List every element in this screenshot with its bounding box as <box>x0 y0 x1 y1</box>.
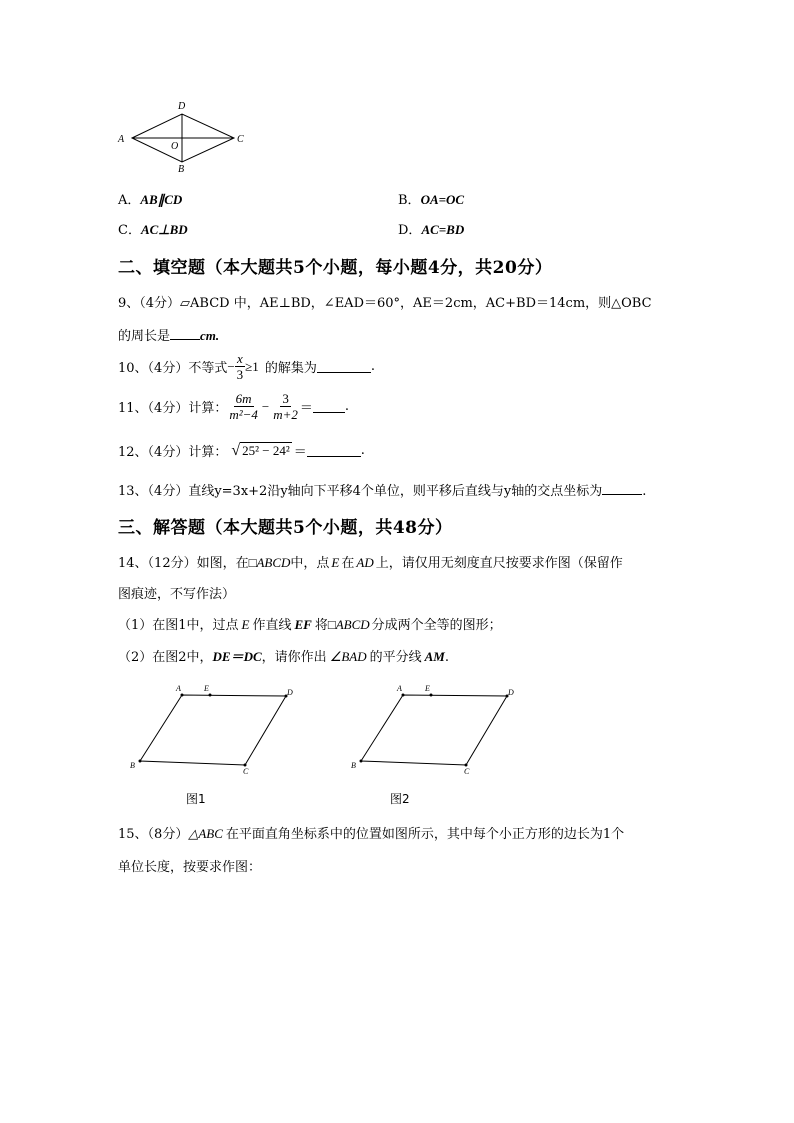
q10-fraction <box>235 351 246 382</box>
q9-line1: 9、（4分）▱ABCD 中，AE⊥BD，∠EAD＝60°，AE＝2cm，AC+BD＝14cm，则△OBC <box>118 296 652 311</box>
figure-2-caption: 图2 <box>390 792 410 806</box>
label-d-2: D <box>508 688 514 697</box>
label-e-1: E <box>204 684 209 693</box>
q14-sub1-c: 作直线 <box>252 618 292 633</box>
q14-line1-a: 14、（12分）如图，在 <box>118 556 249 571</box>
q14-line1 <box>118 552 623 571</box>
q11-answer-blank[interactable] <box>313 400 345 413</box>
q11-denominator-2: m+2 <box>273 407 298 422</box>
point-b-2 <box>360 760 363 763</box>
q11-numerator-2: 3 <box>282 391 289 406</box>
q14-sub1-f: □ABCD <box>327 617 370 632</box>
parallelogram-2-outline <box>361 695 507 765</box>
choice-d-label: D． <box>398 223 422 238</box>
point-e-1 <box>209 694 212 697</box>
section2-heading: 二、填空题（本大题共5个小题，每小题4分，共20分） <box>118 258 553 278</box>
label-b: B <box>178 164 185 175</box>
choice-b-text: OA=OC <box>420 192 465 207</box>
q14-sub2-g: . <box>444 650 450 665</box>
q9-line2-prefix: 的周长是 <box>118 329 171 344</box>
q14-line2: 图痕迹，不写作法） <box>118 587 236 602</box>
q11-prefix: 11、（4分）计算： <box>118 401 228 416</box>
q15-line1-a: 15、（8分） <box>118 827 189 842</box>
q14-sub1-a: （1）在图1中，过点 <box>118 618 239 633</box>
label-d: D <box>178 101 186 112</box>
parallelogram-figure-1 <box>124 682 304 776</box>
choice-b-label: B． <box>398 193 421 208</box>
q11-denominator-1: m²−4 <box>229 407 258 422</box>
q12-answer-blank[interactable] <box>307 444 361 457</box>
q14-sub2-f: AM <box>424 649 445 664</box>
choice-d <box>398 219 464 238</box>
q11-fraction-2 <box>271 391 300 422</box>
q14-sub1-b: E <box>241 617 250 632</box>
q15-line1 <box>118 823 624 842</box>
choice-c <box>118 219 188 238</box>
q10-denominator: 3 <box>236 367 244 382</box>
q10 <box>118 351 375 382</box>
q9-answer-blank[interactable] <box>170 327 200 340</box>
q14-sub1-e: 将 <box>314 618 328 633</box>
q10-minus: − <box>227 358 235 374</box>
q13 <box>118 480 646 499</box>
label-a-1: A <box>176 684 181 693</box>
q15-line2: 单位长度，按要求作图： <box>118 860 262 875</box>
q10-relation: ≥1 <box>245 358 259 374</box>
q11-numerator-1: 6m <box>235 391 252 406</box>
q13-answer-blank[interactable] <box>602 482 642 495</box>
q14-line1-g: 上，请仅用无刻度直尺按要求作图（保留作 <box>375 556 623 571</box>
choice-a <box>118 189 182 208</box>
q12-end: . <box>360 443 365 458</box>
q14-sub1-g: 分成两个全等的图形； <box>371 618 502 633</box>
choice-c-label: C． <box>118 223 141 238</box>
q14-sub2-e: 的平分线 <box>369 650 422 665</box>
q14-line1-c: 中，点 <box>290 556 330 571</box>
q14-sub2-c: ，请你作出 <box>261 650 327 665</box>
label-e-2: E <box>425 684 430 693</box>
q14-sub2-b: DE＝DC <box>212 649 262 664</box>
point-e-2 <box>430 694 433 697</box>
q14-line1-f: AD <box>356 555 374 570</box>
section3-heading: 三、解答题（本大题共5个小题，共48分） <box>118 518 453 538</box>
choice-a-text: AB∥CD <box>140 192 183 207</box>
q10-answer-blank[interactable] <box>317 360 371 373</box>
q14-sub2-d: ∠BAD <box>329 649 367 664</box>
q13-end: . <box>642 484 647 499</box>
q14-sub2 <box>118 646 449 665</box>
label-a-2: A <box>397 684 402 693</box>
label-a: A <box>118 134 125 145</box>
q12-radicand: 25² − 24² <box>242 443 290 458</box>
q11-minus: − <box>261 398 270 414</box>
q11-fraction-1 <box>227 391 260 422</box>
point-b-1 <box>139 760 142 763</box>
label-d-1: D <box>287 688 293 697</box>
q11 <box>118 391 349 422</box>
q14-sub1-d: EF <box>294 617 312 632</box>
q11-equals: ＝ <box>299 401 313 416</box>
q11-end: . <box>344 399 350 414</box>
label-b-1: B <box>130 761 135 770</box>
q10-end: . <box>370 359 375 374</box>
choice-c-text: AC⊥BD <box>140 222 188 237</box>
point-a-1 <box>181 694 184 697</box>
choice-a-label: A． <box>118 193 141 208</box>
q10-prefix: 10、（4分）不等式 <box>118 361 228 376</box>
label-c-2: C <box>464 767 470 776</box>
q15-line1-c: 在平面直角坐标系中的位置如图所示，其中每个小正方形的边长为1个 <box>225 827 625 842</box>
parallelogram-figure-2 <box>345 682 525 776</box>
q12 <box>118 441 365 460</box>
q14-line1-b: □ABCD <box>248 555 291 570</box>
q12-equals: ＝ <box>293 445 307 460</box>
q10-numerator: x <box>237 351 243 366</box>
q9-unit: cm. <box>200 328 220 343</box>
label-o: O <box>171 141 179 152</box>
q14-sub1 <box>118 614 502 633</box>
choice-d-text: AC=BD <box>421 222 465 237</box>
q15-line1-b: △ABC <box>188 826 223 841</box>
point-a-2 <box>402 694 405 697</box>
choice-b <box>398 189 464 208</box>
figure-1-caption: 图1 <box>186 792 206 806</box>
label-c-1: C <box>243 767 249 776</box>
q12-radical-sign: √ <box>231 441 241 459</box>
q14-line1-e: 在 <box>341 556 355 571</box>
q13-text: 13、（4分）直线y=3x+2沿y轴向下平移4个单位，则平移后直线与y轴的交点坐标为 <box>118 484 603 499</box>
q14-line1-d: E <box>331 555 340 570</box>
label-b-2: B <box>351 761 356 770</box>
q12-prefix: 12、（4分）计算： <box>118 445 228 460</box>
parallelogram-1-outline <box>140 695 286 765</box>
rhombus-figure <box>112 96 252 178</box>
q10-suffix: 的解集为 <box>264 361 317 376</box>
q9-line2 <box>118 325 219 344</box>
label-c: C <box>237 134 244 145</box>
q14-sub2-a: （2）在图2中， <box>118 650 213 665</box>
